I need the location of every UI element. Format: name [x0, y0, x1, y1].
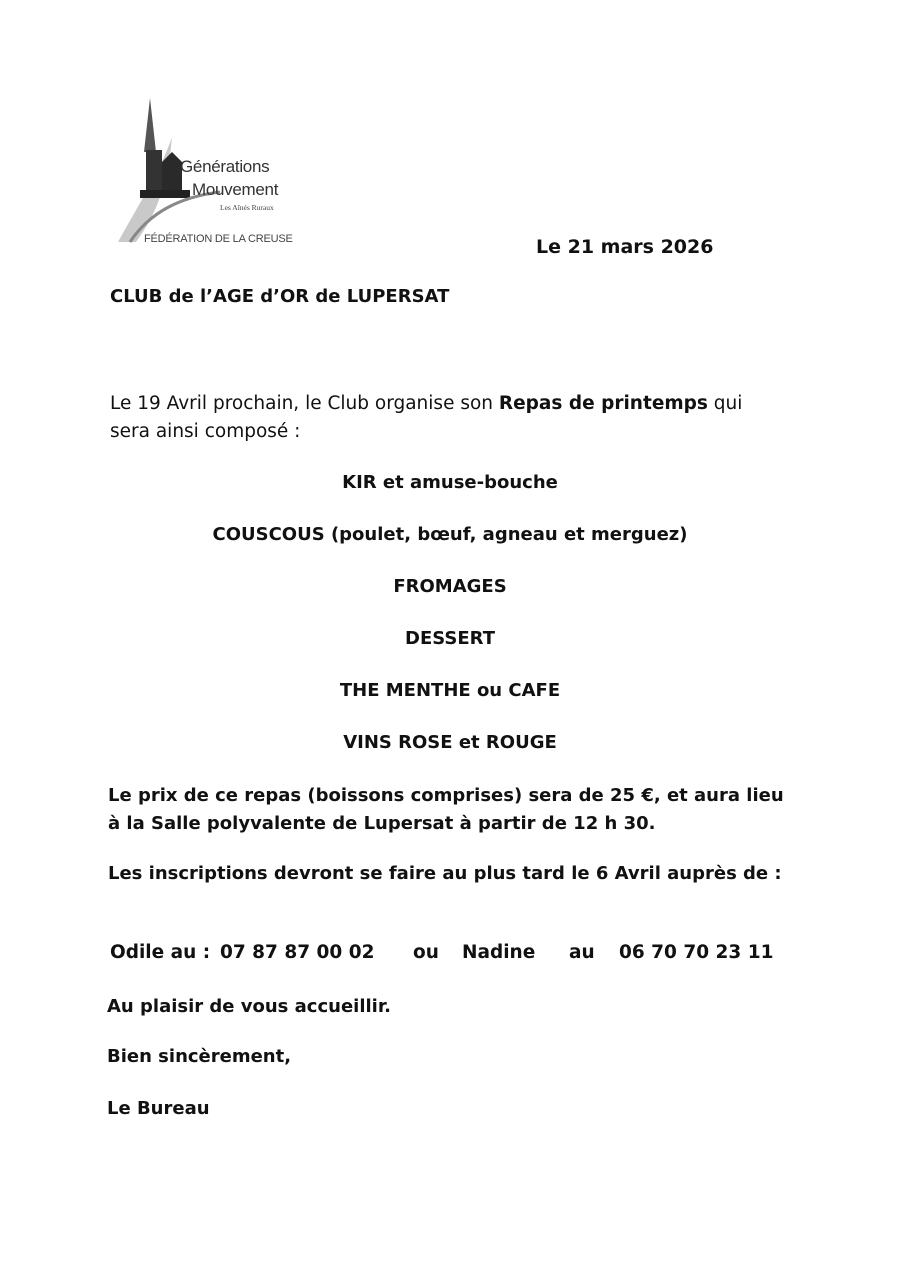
- logo-line-mouvement: Mouvement: [192, 180, 279, 199]
- letter-date: Le 21 mars 2026: [536, 236, 714, 258]
- menu-item: KIR et amuse-bouche: [342, 472, 558, 493]
- contact-phone-odile: 07 87 87 00 02: [220, 942, 375, 963]
- intro-paragraph: [110, 390, 770, 446]
- menu-item: FROMAGES: [393, 576, 507, 597]
- contact-name-nadine: Nadine: [462, 942, 536, 963]
- generations-mouvement-logo: [110, 92, 310, 262]
- logo-federation: FÉDÉRATION DE LA CREUSE: [144, 233, 293, 245]
- price-paragraph: Le prix de ce repas (boissons comprises) sera de 25 €, et aura lieu à la Salle polyvalente de Lupersat à partir de 12 h 30.: [108, 785, 784, 834]
- menu-item: COUSCOUS (poulet, bœuf, agneau et merguez): [212, 524, 688, 545]
- contact-au: au: [569, 942, 595, 963]
- menu-item: VINS ROSE et ROUGE: [343, 732, 557, 753]
- logo-subtitle: Les Aînés Ruraux: [220, 203, 274, 212]
- intro-before: Le 19 Avril prochain, le Club organise son: [110, 393, 499, 414]
- closing-line-1: Au plaisir de vous accueillir.: [107, 996, 392, 1017]
- closing-line-2: Bien sincèrement,: [107, 1046, 292, 1067]
- contact-phone-nadine: 06 70 70 23 11: [619, 942, 774, 963]
- intro-after: qui sera ainsi composé :: [110, 393, 743, 442]
- signature: Le Bureau: [107, 1098, 210, 1119]
- logo-line-generations: Générations: [180, 157, 270, 176]
- contact-name-odile: Odile au :: [110, 942, 211, 963]
- contact-or: ou: [413, 942, 439, 963]
- intro-bold: Repas de printemps: [498, 393, 708, 414]
- club-name: CLUB de l’AGE d’OR de LUPERSAT: [110, 286, 450, 307]
- inscription-paragraph: Les inscriptions devront se faire au plus tard le 6 Avril auprès de :: [108, 863, 782, 884]
- menu-item: THE MENTHE ou CAFE: [339, 680, 561, 701]
- menu-item: DESSERT: [405, 628, 495, 649]
